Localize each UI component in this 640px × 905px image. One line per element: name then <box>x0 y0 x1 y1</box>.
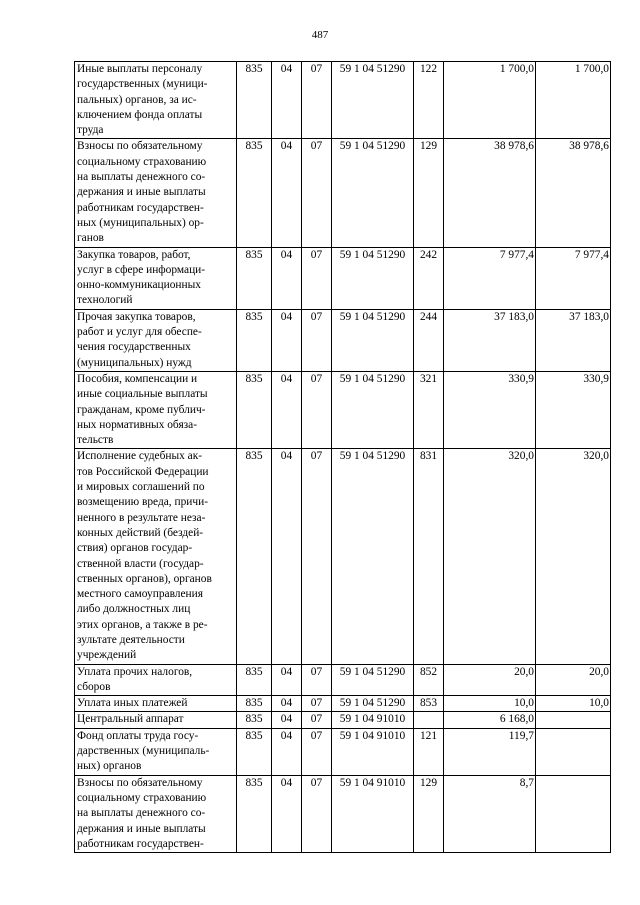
amount-cell: 1 700,0 <box>444 62 536 139</box>
item-name-line: либо должностных лиц <box>77 603 191 616</box>
item-name-line: Исполнение судебных ак- <box>77 450 203 463</box>
subsection-code-cell: 07 <box>302 696 332 712</box>
item-name-line: ствия) органов государ- <box>77 542 193 555</box>
item-name-line: государственных (муници- <box>77 78 208 91</box>
table-row <box>75 696 611 712</box>
item-name-cell <box>75 247 237 309</box>
item-name-line: тов Российской Федерации <box>77 465 209 478</box>
item-name-line: ных (муниципальных) ор- <box>77 216 204 229</box>
item-name-line: тельств <box>77 434 114 447</box>
expense-type-cell: 831 <box>414 449 444 664</box>
item-name-line: ных) органов <box>77 760 142 773</box>
item-name-line: онно-коммуникационных <box>77 279 201 292</box>
section-code-cell: 04 <box>272 775 302 852</box>
table-row <box>75 775 611 852</box>
table-row <box>75 309 611 371</box>
subsection-code-cell: 07 <box>302 712 332 728</box>
section-code-cell: 04 <box>272 664 302 696</box>
expense-type-cell: 321 <box>414 371 444 448</box>
item-name-line: социальному страхованию <box>77 155 207 168</box>
ministry-code-cell: 835 <box>237 139 272 247</box>
item-name-line: работ и услуг для обеспе- <box>77 326 202 339</box>
item-name-cell <box>75 309 237 371</box>
item-name-cell <box>75 139 237 247</box>
ministry-code-cell: 835 <box>237 664 272 696</box>
item-name-cell <box>75 371 237 448</box>
amount-cell: 37 183,0 <box>536 309 611 371</box>
expense-type-cell: 121 <box>414 728 444 775</box>
item-name-line: ганов <box>77 232 104 245</box>
section-code-cell: 04 <box>272 371 302 448</box>
amount-cell: 38 978,6 <box>536 139 611 247</box>
item-name-line: иные социальные выплаты <box>77 388 208 401</box>
item-name-line: конных действий (бездей- <box>77 526 204 539</box>
expense-type-cell: 853 <box>414 696 444 712</box>
expense-type-cell: 129 <box>414 139 444 247</box>
item-name-line: социальному страхованию <box>77 791 207 804</box>
item-name-line: этих органов, а также в ре- <box>77 618 208 631</box>
item-name-cell <box>75 712 237 728</box>
item-name-line: Пособия, компенсации и <box>77 372 198 385</box>
amount-cell: 38 978,6 <box>444 139 536 247</box>
ministry-code-cell: 835 <box>237 247 272 309</box>
target-article-cell: 59 1 04 51290 <box>332 309 414 371</box>
item-name-line: ственных органов), органов <box>77 572 212 585</box>
amount-cell <box>536 712 611 728</box>
expense-type-cell: 242 <box>414 247 444 309</box>
item-name-line: ных нормативных обяза- <box>77 418 198 431</box>
target-article-cell: 59 1 04 91010 <box>332 712 414 728</box>
item-name-line: чения государственных <box>77 341 191 354</box>
target-article-cell: 59 1 04 51290 <box>332 449 414 664</box>
item-name-cell <box>75 728 237 775</box>
subsection-code-cell: 07 <box>302 247 332 309</box>
section-code-cell: 04 <box>272 62 302 139</box>
section-code-cell: 04 <box>272 449 302 664</box>
item-name-line: сборов <box>77 680 111 693</box>
amount-cell <box>536 775 611 852</box>
amount-cell: 320,0 <box>536 449 611 664</box>
table-row <box>75 247 611 309</box>
ministry-code-cell: 835 <box>237 309 272 371</box>
amount-cell: 10,0 <box>444 696 536 712</box>
item-name-line: труда <box>77 124 104 137</box>
amount-cell: 1 700,0 <box>536 62 611 139</box>
amount-cell: 10,0 <box>536 696 611 712</box>
table-row <box>75 712 611 728</box>
amount-cell: 320,0 <box>444 449 536 664</box>
item-name-line: держания и иные выплаты <box>77 822 206 835</box>
ministry-code-cell: 835 <box>237 728 272 775</box>
item-name-line: на выплаты денежного со- <box>77 171 206 184</box>
item-name-line: на выплаты денежного со- <box>77 807 206 820</box>
item-name-line: гражданам, кроме публич- <box>77 403 206 416</box>
section-code-cell: 04 <box>272 309 302 371</box>
ministry-code-cell: 835 <box>237 712 272 728</box>
table-row <box>75 139 611 247</box>
section-code-cell: 04 <box>272 728 302 775</box>
item-name-line: держания и иные выплаты <box>77 186 206 199</box>
amount-cell: 7 977,4 <box>444 247 536 309</box>
item-name-line: учреждений <box>77 649 137 662</box>
item-name-cell <box>75 775 237 852</box>
item-name-line: работникам государствен- <box>77 837 204 850</box>
ministry-code-cell: 835 <box>237 371 272 448</box>
table-row <box>75 728 611 775</box>
target-article-cell: 59 1 04 51290 <box>332 247 414 309</box>
amount-cell: 119,7 <box>444 728 536 775</box>
subsection-code-cell: 07 <box>302 449 332 664</box>
budget-table <box>74 61 611 853</box>
item-name-cell <box>75 449 237 664</box>
section-code-cell: 04 <box>272 696 302 712</box>
item-name-line: Взносы по обязательному <box>77 140 203 153</box>
item-name-line: местного самоуправления <box>77 588 203 601</box>
table-row <box>75 62 611 139</box>
target-article-cell: 59 1 04 91010 <box>332 775 414 852</box>
amount-cell: 37 183,0 <box>444 309 536 371</box>
item-name-line: (муниципальных) нужд <box>77 356 192 369</box>
item-name-line: технологий <box>77 294 133 307</box>
item-name-line: дарственных (муниципаль- <box>77 745 210 758</box>
item-name-line: Фонд оплаты труда госу- <box>77 729 199 742</box>
subsection-code-cell: 07 <box>302 139 332 247</box>
ministry-code-cell: 835 <box>237 62 272 139</box>
table-row <box>75 664 611 696</box>
target-article-cell: 59 1 04 51290 <box>332 371 414 448</box>
item-name-cell <box>75 62 237 139</box>
item-name-line: Взносы по обязательному <box>77 776 203 789</box>
target-article-cell: 59 1 04 51290 <box>332 62 414 139</box>
amount-cell: 20,0 <box>444 664 536 696</box>
item-name-line: возмещению вреда, причи- <box>77 496 209 509</box>
item-name-cell <box>75 664 237 696</box>
amount-cell: 6 168,0 <box>444 712 536 728</box>
amount-cell <box>536 728 611 775</box>
item-name-line: Уплата иных платежей <box>77 697 188 710</box>
item-name-line: ключением фонда оплаты <box>77 108 203 121</box>
item-name-line: и мировых соглашений по <box>77 481 205 494</box>
subsection-code-cell: 07 <box>302 664 332 696</box>
item-name-line: работникам государствен- <box>77 201 204 214</box>
item-name-line: Уплата прочих налогов, <box>77 665 193 678</box>
item-name-line: Центральный аппарат <box>77 713 184 726</box>
target-article-cell: 59 1 04 51290 <box>332 139 414 247</box>
ministry-code-cell: 835 <box>237 449 272 664</box>
table-row <box>75 371 611 448</box>
item-name-cell <box>75 696 237 712</box>
section-code-cell: 04 <box>272 139 302 247</box>
item-name-line: ненного в результате неза- <box>77 511 206 524</box>
item-name-line: Закупка товаров, работ, <box>77 248 191 261</box>
target-article-cell: 59 1 04 91010 <box>332 728 414 775</box>
subsection-code-cell: 07 <box>302 62 332 139</box>
item-name-line: зультате деятельности <box>77 633 185 646</box>
expense-type-cell: 129 <box>414 775 444 852</box>
item-name-line: ственной власти (государ- <box>77 557 204 570</box>
expense-type-cell: 244 <box>414 309 444 371</box>
subsection-code-cell: 07 <box>302 309 332 371</box>
item-name-line: Иные выплаты персоналу <box>77 63 203 75</box>
amount-cell: 7 977,4 <box>536 247 611 309</box>
page-number: 487 <box>311 29 329 41</box>
ministry-code-cell: 835 <box>237 775 272 852</box>
expense-type-cell: 852 <box>414 664 444 696</box>
amount-cell: 20,0 <box>536 664 611 696</box>
amount-cell: 8,7 <box>444 775 536 852</box>
expense-type-cell: 122 <box>414 62 444 139</box>
item-name-line: Прочая закупка товаров, <box>77 310 196 323</box>
subsection-code-cell: 07 <box>302 775 332 852</box>
amount-cell: 330,9 <box>536 371 611 448</box>
subsection-code-cell: 07 <box>302 728 332 775</box>
section-code-cell: 04 <box>272 712 302 728</box>
item-name-line: услуг в сфере информаци- <box>77 263 206 276</box>
table-row <box>75 449 611 664</box>
item-name-line: пальных) органов, за ис- <box>77 93 197 106</box>
section-code-cell: 04 <box>272 247 302 309</box>
target-article-cell: 59 1 04 51290 <box>332 664 414 696</box>
expense-type-cell <box>414 712 444 728</box>
subsection-code-cell: 07 <box>302 371 332 448</box>
ministry-code-cell: 835 <box>237 696 272 712</box>
amount-cell: 330,9 <box>444 371 536 448</box>
target-article-cell: 59 1 04 51290 <box>332 696 414 712</box>
